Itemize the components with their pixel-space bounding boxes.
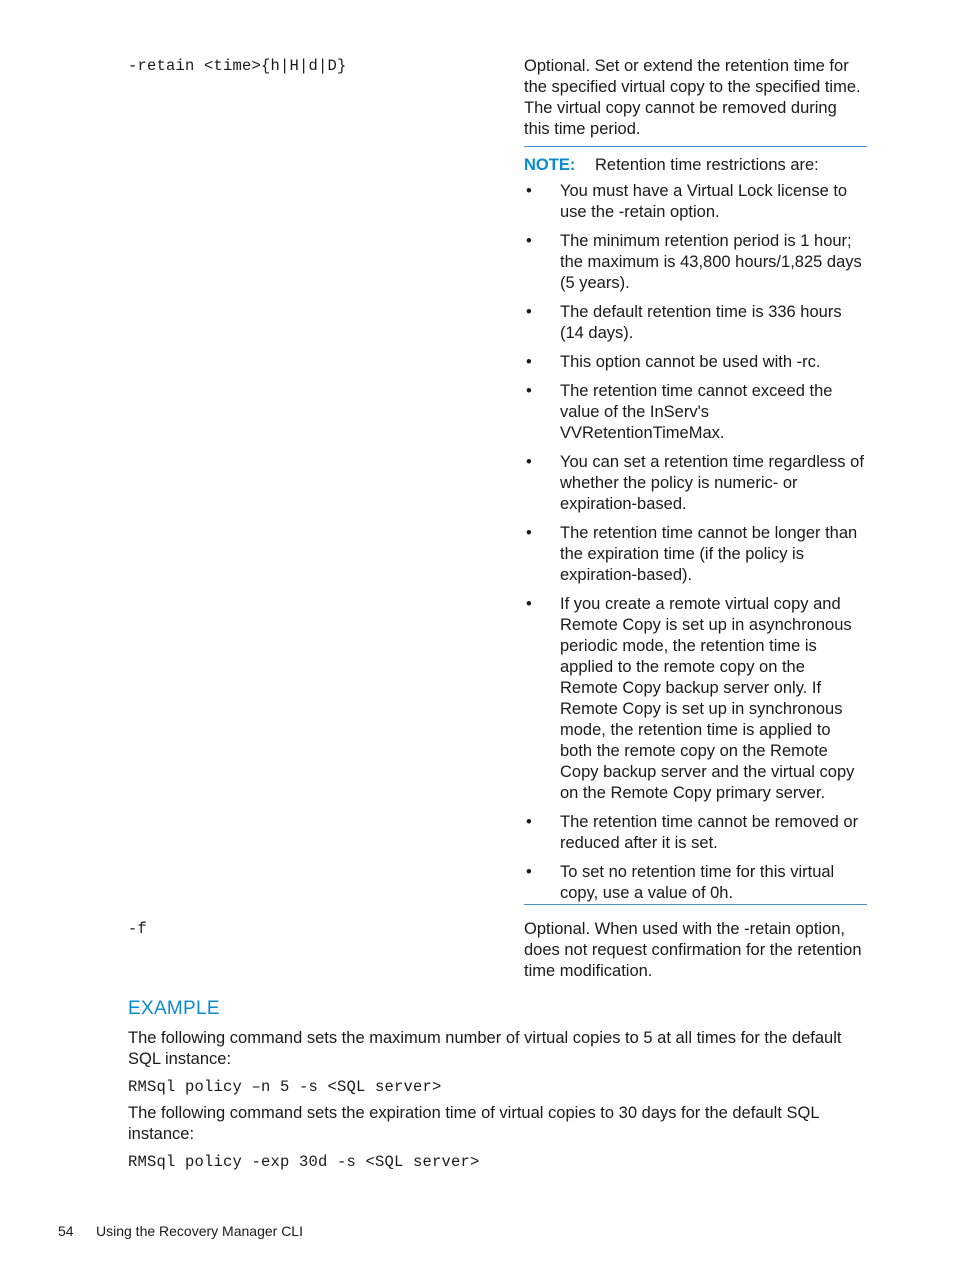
bullet-icon: • (526, 182, 532, 200)
bullet-icon: • (526, 303, 532, 321)
option-f-name: -f (128, 920, 148, 938)
option-retain-description: Optional. Set or extend the retention time for the specified virtual copy to the specified time. The virtual copy cannot be removed during this time period. (524, 57, 861, 138)
list-item-text: The minimum retention period is 1 hour; the maximum is 43,800 hours/1,825 days (5 years). (560, 232, 862, 292)
list-item (524, 181, 867, 223)
list-item (524, 352, 867, 373)
bullet-icon: • (526, 353, 532, 371)
footer-title: Using the Recovery Manager CLI (96, 1223, 303, 1239)
page-footer (58, 1223, 303, 1239)
list-item (524, 594, 867, 804)
list-item (524, 812, 867, 854)
list-item (524, 523, 867, 586)
list-item (524, 231, 867, 294)
example-paragraph-1: The following command sets the maximum number of virtual copies to 5 at all times for the default SQL instance: (128, 1029, 842, 1068)
list-item-text: To set no retention time for this virtual copy, use a value of 0h. (560, 863, 835, 902)
bullet-icon: • (526, 382, 532, 400)
note-bullet-list (524, 181, 867, 912)
note-bottom-rule (524, 904, 867, 905)
option-retain-name: -retain <time>{h|H|d|D} (128, 57, 347, 75)
note-label: NOTE: (524, 156, 576, 174)
list-item-text: You must have a Virtual Lock license to use the -retain option. (560, 182, 848, 221)
list-item (524, 862, 867, 904)
list-item (524, 302, 867, 344)
list-item (524, 452, 867, 515)
list-item-text: If you create a remote virtual copy and Remote Copy is set up in asynchronous periodic mode, the retention time is applied to the remote copy on the Remote Copy backup server only. If Remote Copy is set up in synchronous mode, the retention time is applied to both the remote copy on the Remote Copy backup server and the virtual copy on the Remote Copy primary server. (560, 595, 855, 802)
list-item (524, 381, 867, 444)
example-code-2: RMSql policy -exp 30d -s <SQL server> (128, 1153, 480, 1171)
bullet-icon: • (526, 232, 532, 250)
list-item-text: The retention time cannot exceed the value of the InServ's VVRetentionTimeMax. (560, 382, 833, 442)
note-top-rule (524, 146, 867, 147)
list-item-text: The retention time cannot be removed or reduced after it is set. (560, 813, 859, 852)
page-number: 54 (58, 1223, 74, 1239)
note-header (524, 155, 867, 176)
bullet-icon: • (526, 453, 532, 471)
list-item-text: The retention time cannot be longer than the expiration time (if the policy is expiration-based). (560, 524, 858, 584)
bullet-icon: • (526, 595, 532, 613)
example-heading: EXAMPLE (128, 998, 220, 1019)
bullet-icon: • (526, 813, 532, 831)
bullet-icon: • (526, 524, 532, 542)
example-paragraph-2: The following command sets the expiration time of virtual copies to 30 days for the default SQL instance: (128, 1104, 819, 1143)
list-item-text: You can set a retention time regardless of whether the policy is numeric- or expiration-based. (560, 453, 864, 513)
example-code-1: RMSql policy –n 5 -s <SQL server> (128, 1078, 442, 1096)
list-item-text: The default retention time is 336 hours (14 days). (560, 303, 842, 342)
list-item-text: This option cannot be used with -rc. (560, 353, 821, 371)
bullet-icon: • (526, 863, 532, 881)
note-text: Retention time restrictions are: (595, 156, 819, 174)
option-f-description: Optional. When used with the -retain option, does not request confirmation for the retention time modification. (524, 920, 862, 980)
